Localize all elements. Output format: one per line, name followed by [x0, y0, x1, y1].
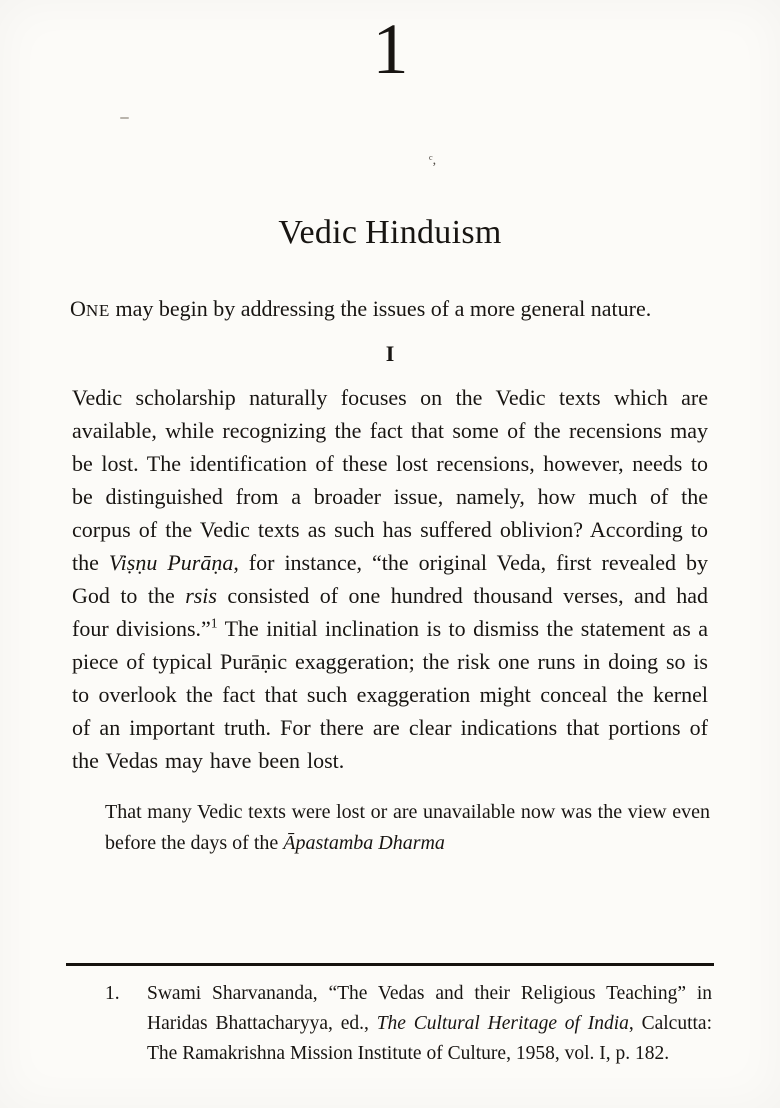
page-title: Vedic Hinduism	[278, 213, 502, 251]
paragraph-run: , for instance, “the original Veda, first revealed by God to the	[72, 549, 708, 608]
footnote-run: , Calcutta: The Ramakrishna Mission Institute of Culture, 1958, vol. I, p. 182.	[147, 1013, 712, 1064]
chapter-number: 1	[372, 9, 408, 89]
intro-paragraph	[70, 292, 710, 327]
scan-artifact-mark: ᶜ,	[429, 153, 437, 168]
italic-term-apastamba-dharma: Āpastamba Dharma	[283, 831, 445, 854]
section-heading: I	[385, 340, 395, 366]
intro-smallcaps: NE	[85, 300, 110, 320]
footnote-number: 1.	[105, 983, 120, 1004]
paragraph-run: Vedic scholarship naturally focuses on the Vedic texts which are available, while recognizing the fact that some of the recensions may be lost. The identification of these lost recensions, however, needs to be distinguished from a broader issue, namely, how much of the corpus of the Vedic texts as such has suffered oblivion? According to the	[72, 384, 708, 575]
footnote-rule	[66, 963, 714, 966]
scan-artifact-dash	[120, 117, 129, 119]
body-paragraph	[72, 381, 708, 777]
footnote	[105, 979, 712, 1069]
paragraph-run: consisted of one hundred thousand verses, and had four divisions.”	[72, 582, 708, 641]
italic-term-rsis: rsis	[185, 582, 217, 608]
footnote-marker: 1	[210, 615, 218, 631]
intro-text: may begin by addressing the issues of a more general nature.	[109, 295, 652, 321]
paragraph-run: The initial inclination is to dismiss the statement as a piece of typical Purāṇic exaggeration; the risk one runs in doing so is to overlook the fact that such exaggeration might conceal the kernel of an important truth. For there are clear indications that portions of the Vedas may have been lost.	[72, 615, 708, 773]
quote-run: That many Vedic texts were lost or are unavailable now was the view even before the days of the	[105, 800, 710, 854]
footnote-text	[147, 979, 712, 1069]
italic-term-visnu-purana: Viṣṇu Purāṇa	[108, 549, 234, 575]
footnote-run: Swami Sharvananda, “The Vedas and their Religious Teaching” in Haridas Bhattacharyya, ed.,	[147, 983, 712, 1034]
block-quote	[105, 797, 710, 859]
intro-lead-cap: O	[70, 295, 86, 321]
italic-book-title: The Cultural Heritage of India	[376, 1013, 629, 1034]
